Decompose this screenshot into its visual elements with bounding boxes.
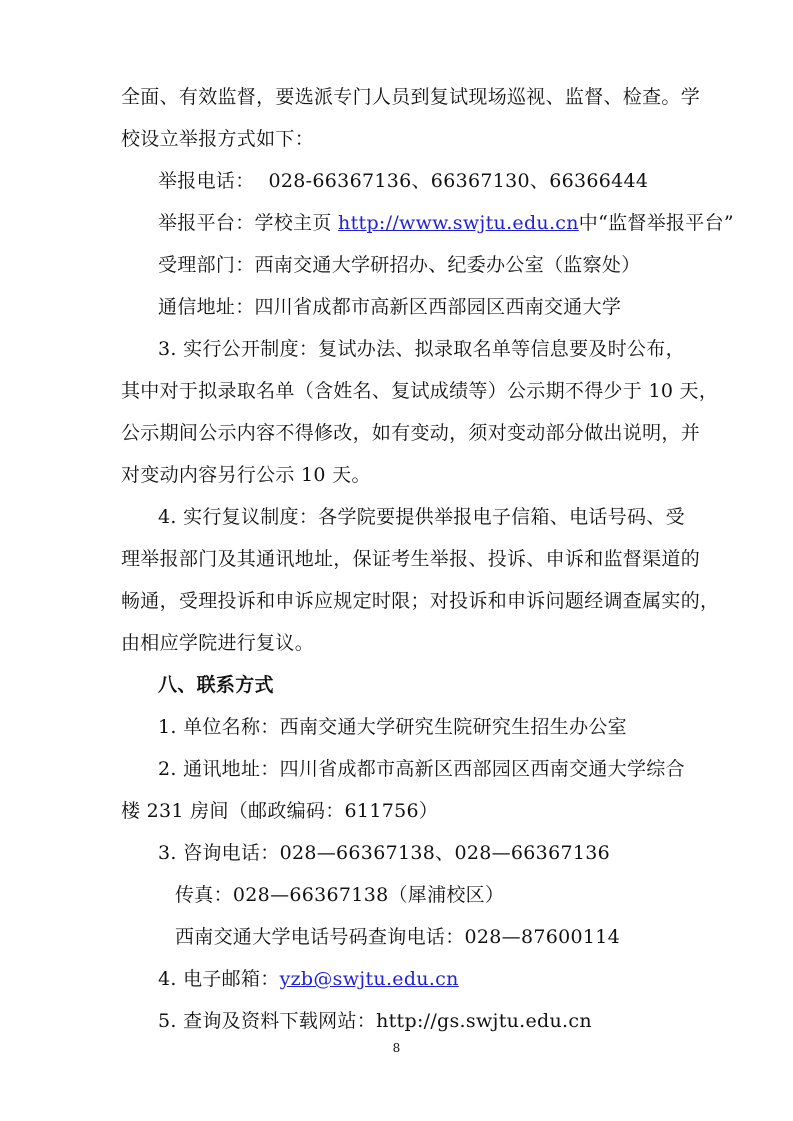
report-phone-label: 举报电话： — [158, 170, 255, 192]
report-platform-label: 举报平台：学校主页 — [158, 212, 339, 234]
contact-switchboard: 西南交通大学电话号码查询电话：028—87600114 — [175, 926, 621, 948]
report-platform-suffix: 中“监督举报平台” — [578, 212, 734, 234]
platform-link[interactable]: http://www.swjtu.edu.cn — [338, 212, 579, 234]
contact-address-line-2: 楼 231 房间（邮政编码：611756） — [121, 800, 439, 822]
email-link[interactable]: yzb@swjtu.edu.cn — [279, 968, 459, 990]
intro-line-1: 全面、有效监督，要选派专门人员到复试现场巡视、监督、检查。学 — [121, 86, 701, 108]
item3-line-4: 对变动内容另行公示 10 天。 — [121, 464, 371, 486]
contact-fax: 传真：028—66367138（犀浦校区） — [175, 884, 505, 906]
item3-line-2: 其中对于拟录取名单（含姓名、复试成绩等）公示期不得少于 10 天， — [121, 380, 719, 402]
report-address: 通信地址：四川省成都市高新区西部园区西南交通大学 — [158, 296, 622, 318]
contact-address-line-1: 2. 通讯地址：四川省成都市高新区西部园区西南交通大学综合 — [158, 758, 685, 780]
report-platform — [158, 208, 734, 238]
contact-unit: 1. 单位名称：西南交通大学研究生院研究生招生办公室 — [158, 716, 627, 738]
page-number: 8 — [392, 1041, 401, 1055]
item4-line-2: 理举报部门及其通讯地址，保证考生举报、投诉、申诉和监督渠道的 — [121, 548, 701, 570]
item4-line-1: 4. 实行复议制度：各学院要提供举报电子信箱、电话号码、受 — [158, 506, 685, 528]
contact-heading: 八、联系方式 — [158, 674, 274, 696]
report-phone-value: 028-66367136、66367130、66366444 — [268, 170, 649, 192]
item3-line-1: 3. 实行公开制度：复试办法、拟录取名单等信息要及时公布， — [158, 338, 685, 360]
intro-line-2: 校设立举报方式如下： — [121, 128, 315, 150]
contact-consult-phone: 3. 咨询电话：028—66367138、028—66367136 — [158, 842, 611, 864]
item4-line-4: 由相应学院进行复议。 — [121, 632, 315, 654]
report-department: 受理部门：西南交通大学研招办、纪委办公室（监察处） — [158, 254, 641, 276]
contact-website: 5. 查询及资料下载网站：http://gs.swjtu.edu.cn — [158, 1010, 592, 1032]
item4-line-3: 畅通，受理投诉和申诉应规定时限；对投诉和申诉问题经调查属实的， — [121, 590, 720, 612]
contact-email-label: 4. 电子邮箱： — [158, 968, 280, 990]
item3-line-3: 公示期间公示内容不得修改，如有变动，须对变动部分做出说明，并 — [121, 422, 701, 444]
report-phone — [158, 166, 648, 196]
contact-email — [158, 964, 459, 994]
